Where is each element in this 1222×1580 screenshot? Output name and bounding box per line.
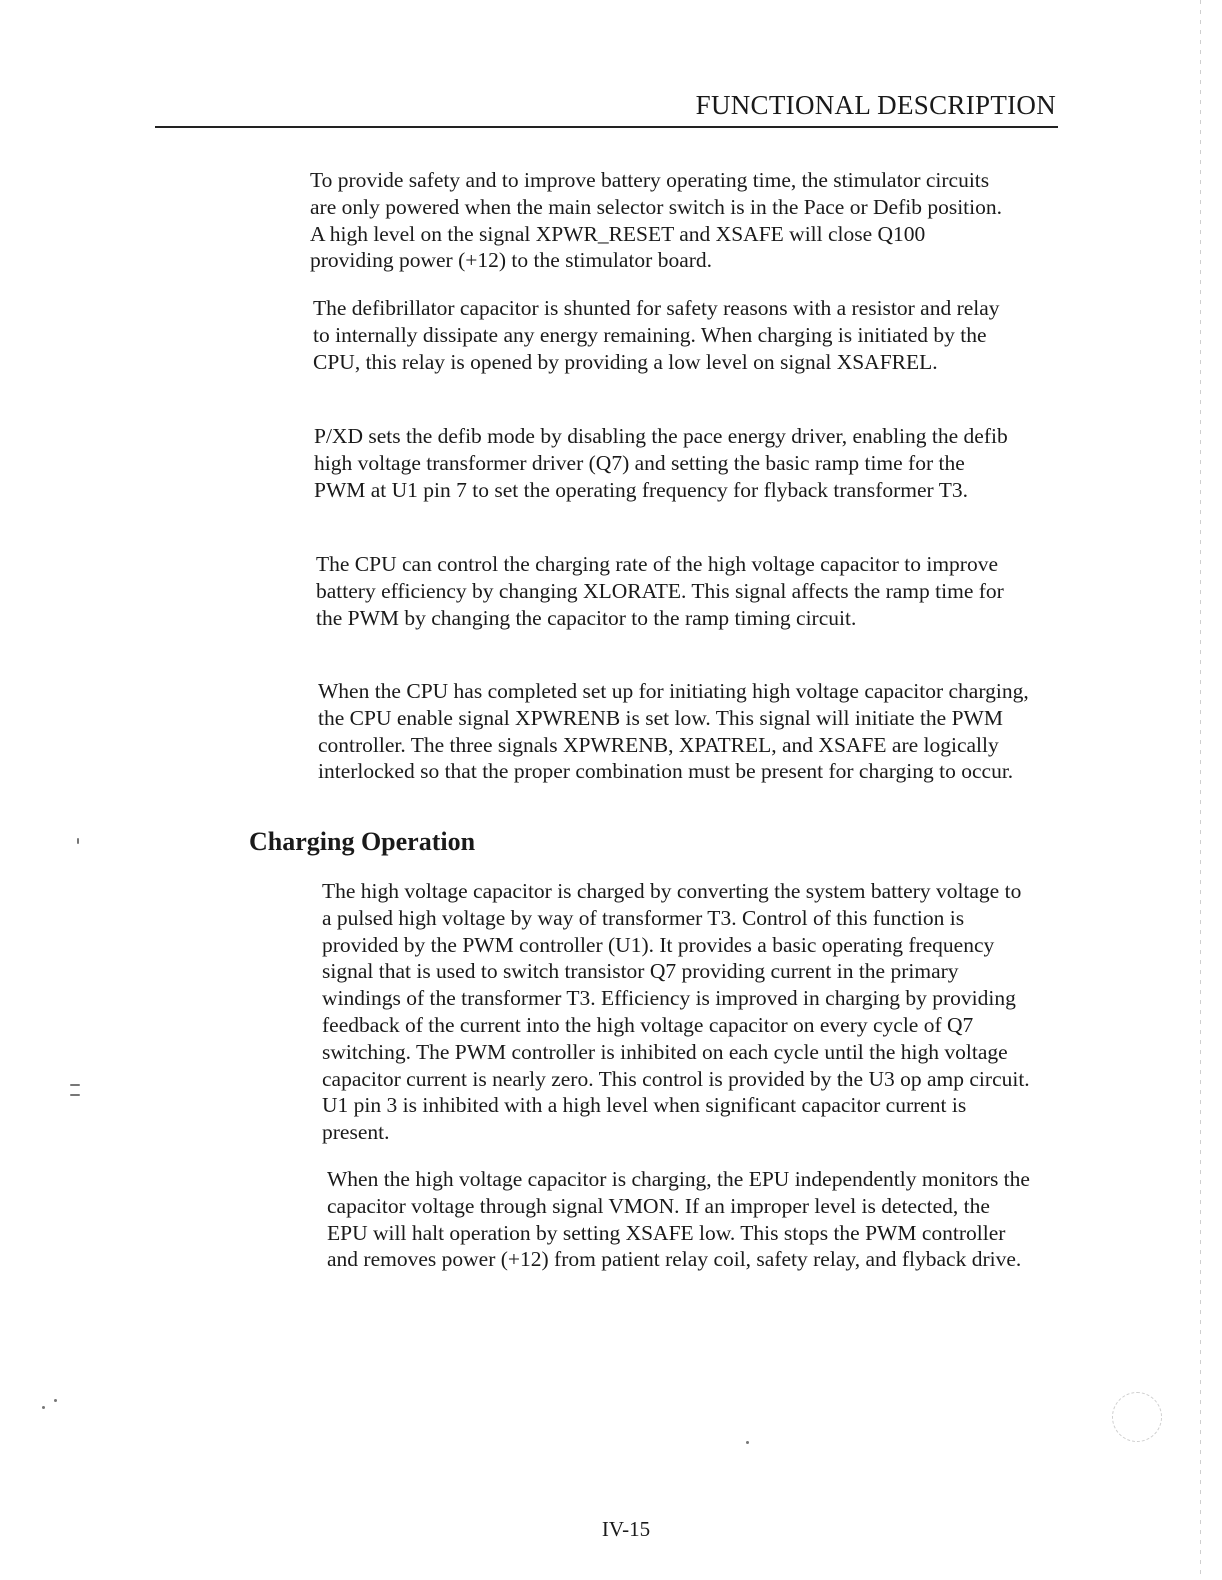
body-paragraph: P/XD sets the defib mode by disabling the pace energy driver, enabling the defib high voltage transformer driver (Q7) and setting the basic ramp time for the PWM at U1 pin 7 to set the operating frequency for flyback transformer T3. (314, 424, 1008, 502)
scan-speck (77, 838, 79, 844)
scan-speck (42, 1406, 45, 1409)
punch-hole-mark (1112, 1392, 1162, 1442)
scan-speck (70, 1084, 80, 1086)
section-paragraph: The high voltage capacitor is charged by converting the system battery voltage to a pulsed high voltage by way of transformer T3. Control of this function is provided by the PWM controller (U1). It provides a basic operating frequency signal that is used to switch transistor Q7 providing current in the primary windings of the transformer T3. Efficiency is improved in charging by providing feedback of the current into the high voltage capacitor on every cycle of Q7 switching. The PWM controller is inhibited on each cycle until the high voltage capacitor current is nearly zero. This control is provided by the U3 op amp circuit. U1 pin 3 is inhibited with a high level when significant capacitor current is present. (322, 879, 1030, 1145)
scan-binder-edge (1200, 0, 1201, 1580)
body-paragraph: The CPU can control the charging rate of the high voltage capacitor to improve battery efficiency by changing XLORATE. This signal affects the ramp time for the PWM by changing the capacitor to the ramp timing circuit. (316, 552, 1004, 630)
body-paragraph: When the CPU has completed set up for initiating high voltage capacitor charging, the CPU enable signal XPWRENB is set low. This signal will initiate the PWM controller. The three signals XPWRENB, XPATREL, and XSAFE are logically interlocked so that the proper combination must be present for charging to occur. (318, 679, 1029, 784)
header-title: FUNCTIONAL DESCRIPTION (695, 90, 1056, 120)
page-number: IV-15 (601, 1517, 651, 1541)
section-heading: Charging Operation (249, 827, 476, 856)
scan-speck (746, 1441, 749, 1444)
body-paragraph: To provide safety and to improve battery operating time, the stimulator circuits are only powered when the main selector switch is in the Pace or Defib position. A high level on the signal XPWR_RESET and XSAFE will close Q100 providing power (+12) to the stimulator board. (310, 168, 1002, 273)
page-header (155, 88, 1058, 128)
section-paragraph: When the high voltage capacitor is charging, the EPU independently monitors the capacitor voltage through signal VMON. If an improper level is detected, the EPU will halt operation by setting XSAFE low. This stops the PWM controller and removes power (+12) from patient relay coil, safety relay, and flyback drive. (327, 1167, 1030, 1272)
scan-speck (54, 1399, 57, 1402)
body-paragraph: The defibrillator capacitor is shunted for safety reasons with a resistor and relay to internally dissipate any energy remaining. When charging is initiated by the CPU, this relay is opened by providing a low level on signal XSAFREL. (313, 296, 1000, 374)
scan-speck (70, 1094, 80, 1096)
